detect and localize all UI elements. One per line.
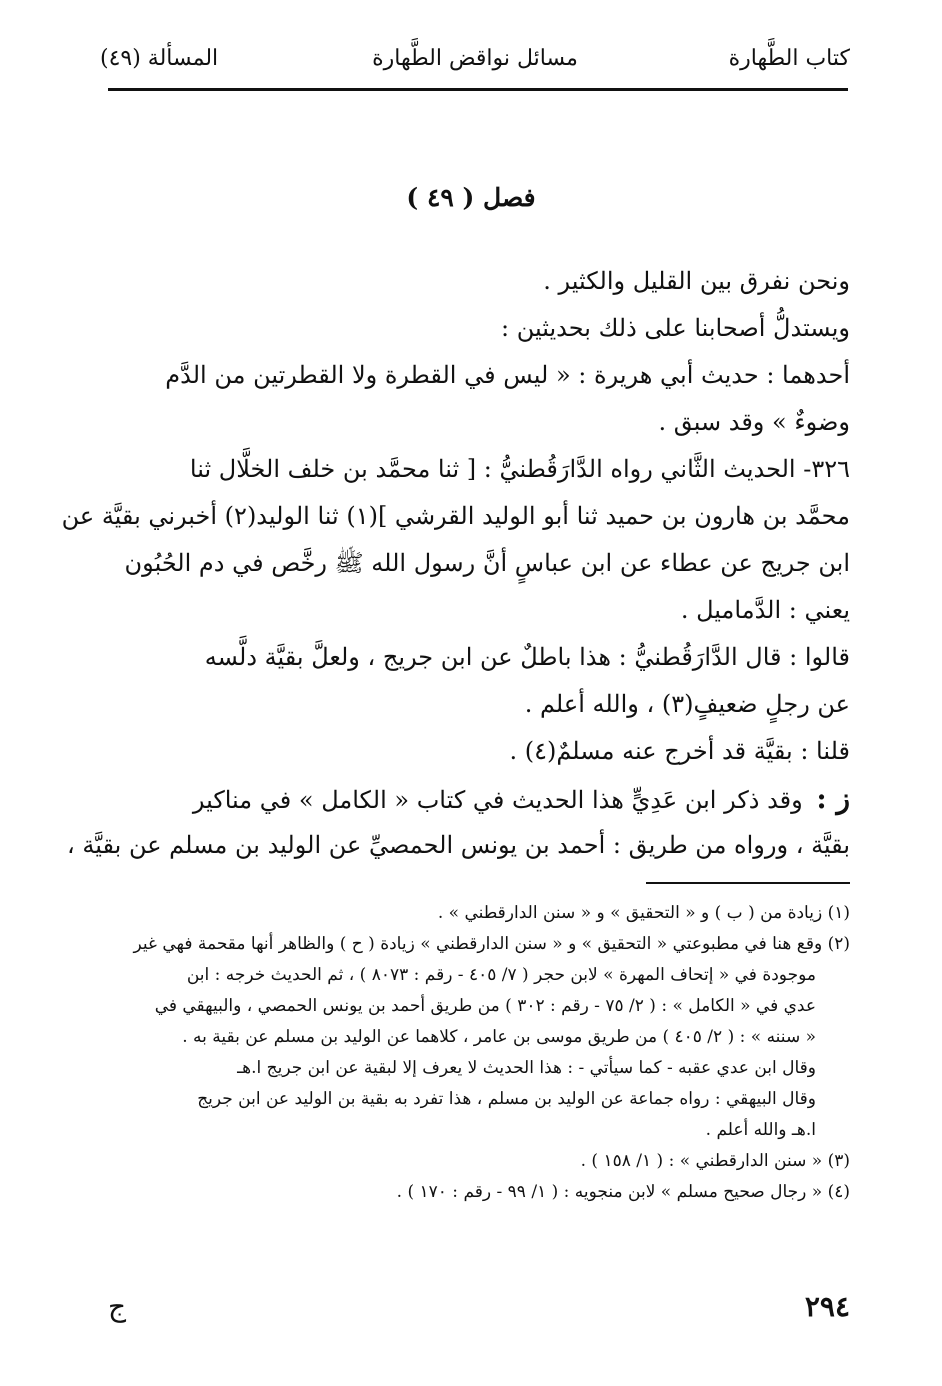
text-line: ابن جريج عن عطاء عن ابن عباسٍ أنَّ رسول الله ﷺ رخَّص في دم الحُبُون	[124, 549, 850, 577]
footnote-rule	[646, 882, 850, 884]
header-rule	[108, 88, 848, 91]
footnote-line: « سننه » : ( ٢/ ٤٠٥ ) من طريق موسى بن عامر ، كلاهما عن الوليد بن مسلم عن بقية به .	[182, 1027, 816, 1047]
text-line: عن رجلٍ ضعيفٍ(٣) ، والله أعلم .	[524, 690, 850, 718]
header-issue-number: المسألة (٤٩)	[100, 46, 219, 71]
header-book-title: كتاب الطَّهارة	[728, 46, 850, 71]
signature-mark: ج	[108, 1290, 127, 1323]
text-line-content: وقد ذكر ابن عَدِيٍّ هذا الحديث في كتاب « الكامل » في مناكير	[192, 786, 803, 814]
footnote-line: (٢) وقع هنا في مطبوعتي « التحقيق » و « سنن الدارقطني » زيادة ( ح ) والظاهر أنها مقحمة فهي غير	[133, 934, 850, 954]
text-line: أحدهما : حديث أبي هريرة : « ليس في القطرة ولا القطرتين من الدَّم	[165, 361, 850, 389]
footnote-line: (٤) « رجال صحيح مسلم » لابن منجويه : ( ١/ ٩٩ - رقم : ١٧٠ ) .	[396, 1182, 850, 1202]
footnote-line: موجودة في « إتحاف المهرة » لابن حجر ( ٧/ ٤٠٥ - رقم : ٨٠٧٣ ) ، ثم الحديث خرجه : ابن	[186, 965, 816, 985]
text-line: بقيَّة ، ورواه من طريق : أحمد بن يونس الحمصيِّ عن الوليد بن مسلم عن بقيَّة ،	[67, 831, 850, 859]
page-number: ٢٩٤	[804, 1290, 850, 1323]
running-header	[100, 40, 850, 84]
header-chapter-title: مسائل نواقض الطَّهارة	[372, 46, 578, 71]
footnotes	[98, 898, 850, 1208]
text-line: ويستدلُّ أصحابنا على ذلك بحديثين :	[501, 314, 850, 342]
text-line: ونحن نفرق بين القليل والكثير .	[543, 267, 850, 295]
footnote-line: (٣) « سنن الدارقطني » : ( ١/ ١٥٨ ) .	[580, 1151, 850, 1171]
text-line: يعني : الدَّماميل .	[680, 596, 850, 624]
text-line: قلنا : بقيَّة قد أخرج عنه مسلمٌ(٤) .	[509, 737, 850, 765]
text-line: وضوءٌ » وقد سبق .	[658, 408, 850, 436]
z-marker: ز :	[816, 782, 850, 815]
text-line: محمَّد بن هارون بن حميد ثنا أبو الوليد القرشي ](١) ثنا الوليد(٢) أخبرني بقيَّة عن	[61, 502, 850, 530]
footnote-line: وقال البيهقي : رواه جماعة عن الوليد بن مسلم ، هذا تفرد به بقية بن الوليد عن ابن جريج	[197, 1089, 816, 1109]
main-text	[61, 258, 850, 869]
footnote-line: عدي في « الكامل » : ( ٢/ ٧٥ - رقم : ٣٠٢ ) من طريق أحمد بن يونس الحمصي ، والبيهقي في	[154, 996, 816, 1016]
footnote-line: ا.هـ والله أعلم .	[705, 1120, 816, 1140]
footnote-line: (١) زيادة من ( ب ) و « التحقيق » و « سنن الدارقطني » .	[437, 903, 850, 923]
text-line: قالوا : قال الدَّارَقُطنيُّ : هذا باطلٌ عن ابن جريج ، ولعلَّ بقيَّة دلَّسه	[204, 643, 850, 671]
text-line: ٣٢٦- الحديث الثَّاني رواه الدَّارَقُطنيُّ : [ ثنا محمَّد بن خلف الخلَّال ثنا	[189, 455, 850, 483]
text-line-with-marker	[90, 775, 850, 822]
section-title: فصل ( ٤٩ )	[406, 183, 536, 212]
footnote-line: وقال ابن عدي عقبه - كما سيأتي - : هذا الحديث لا يعرف إلا لبقية عن ابن جريج ا.هـ	[237, 1058, 816, 1078]
